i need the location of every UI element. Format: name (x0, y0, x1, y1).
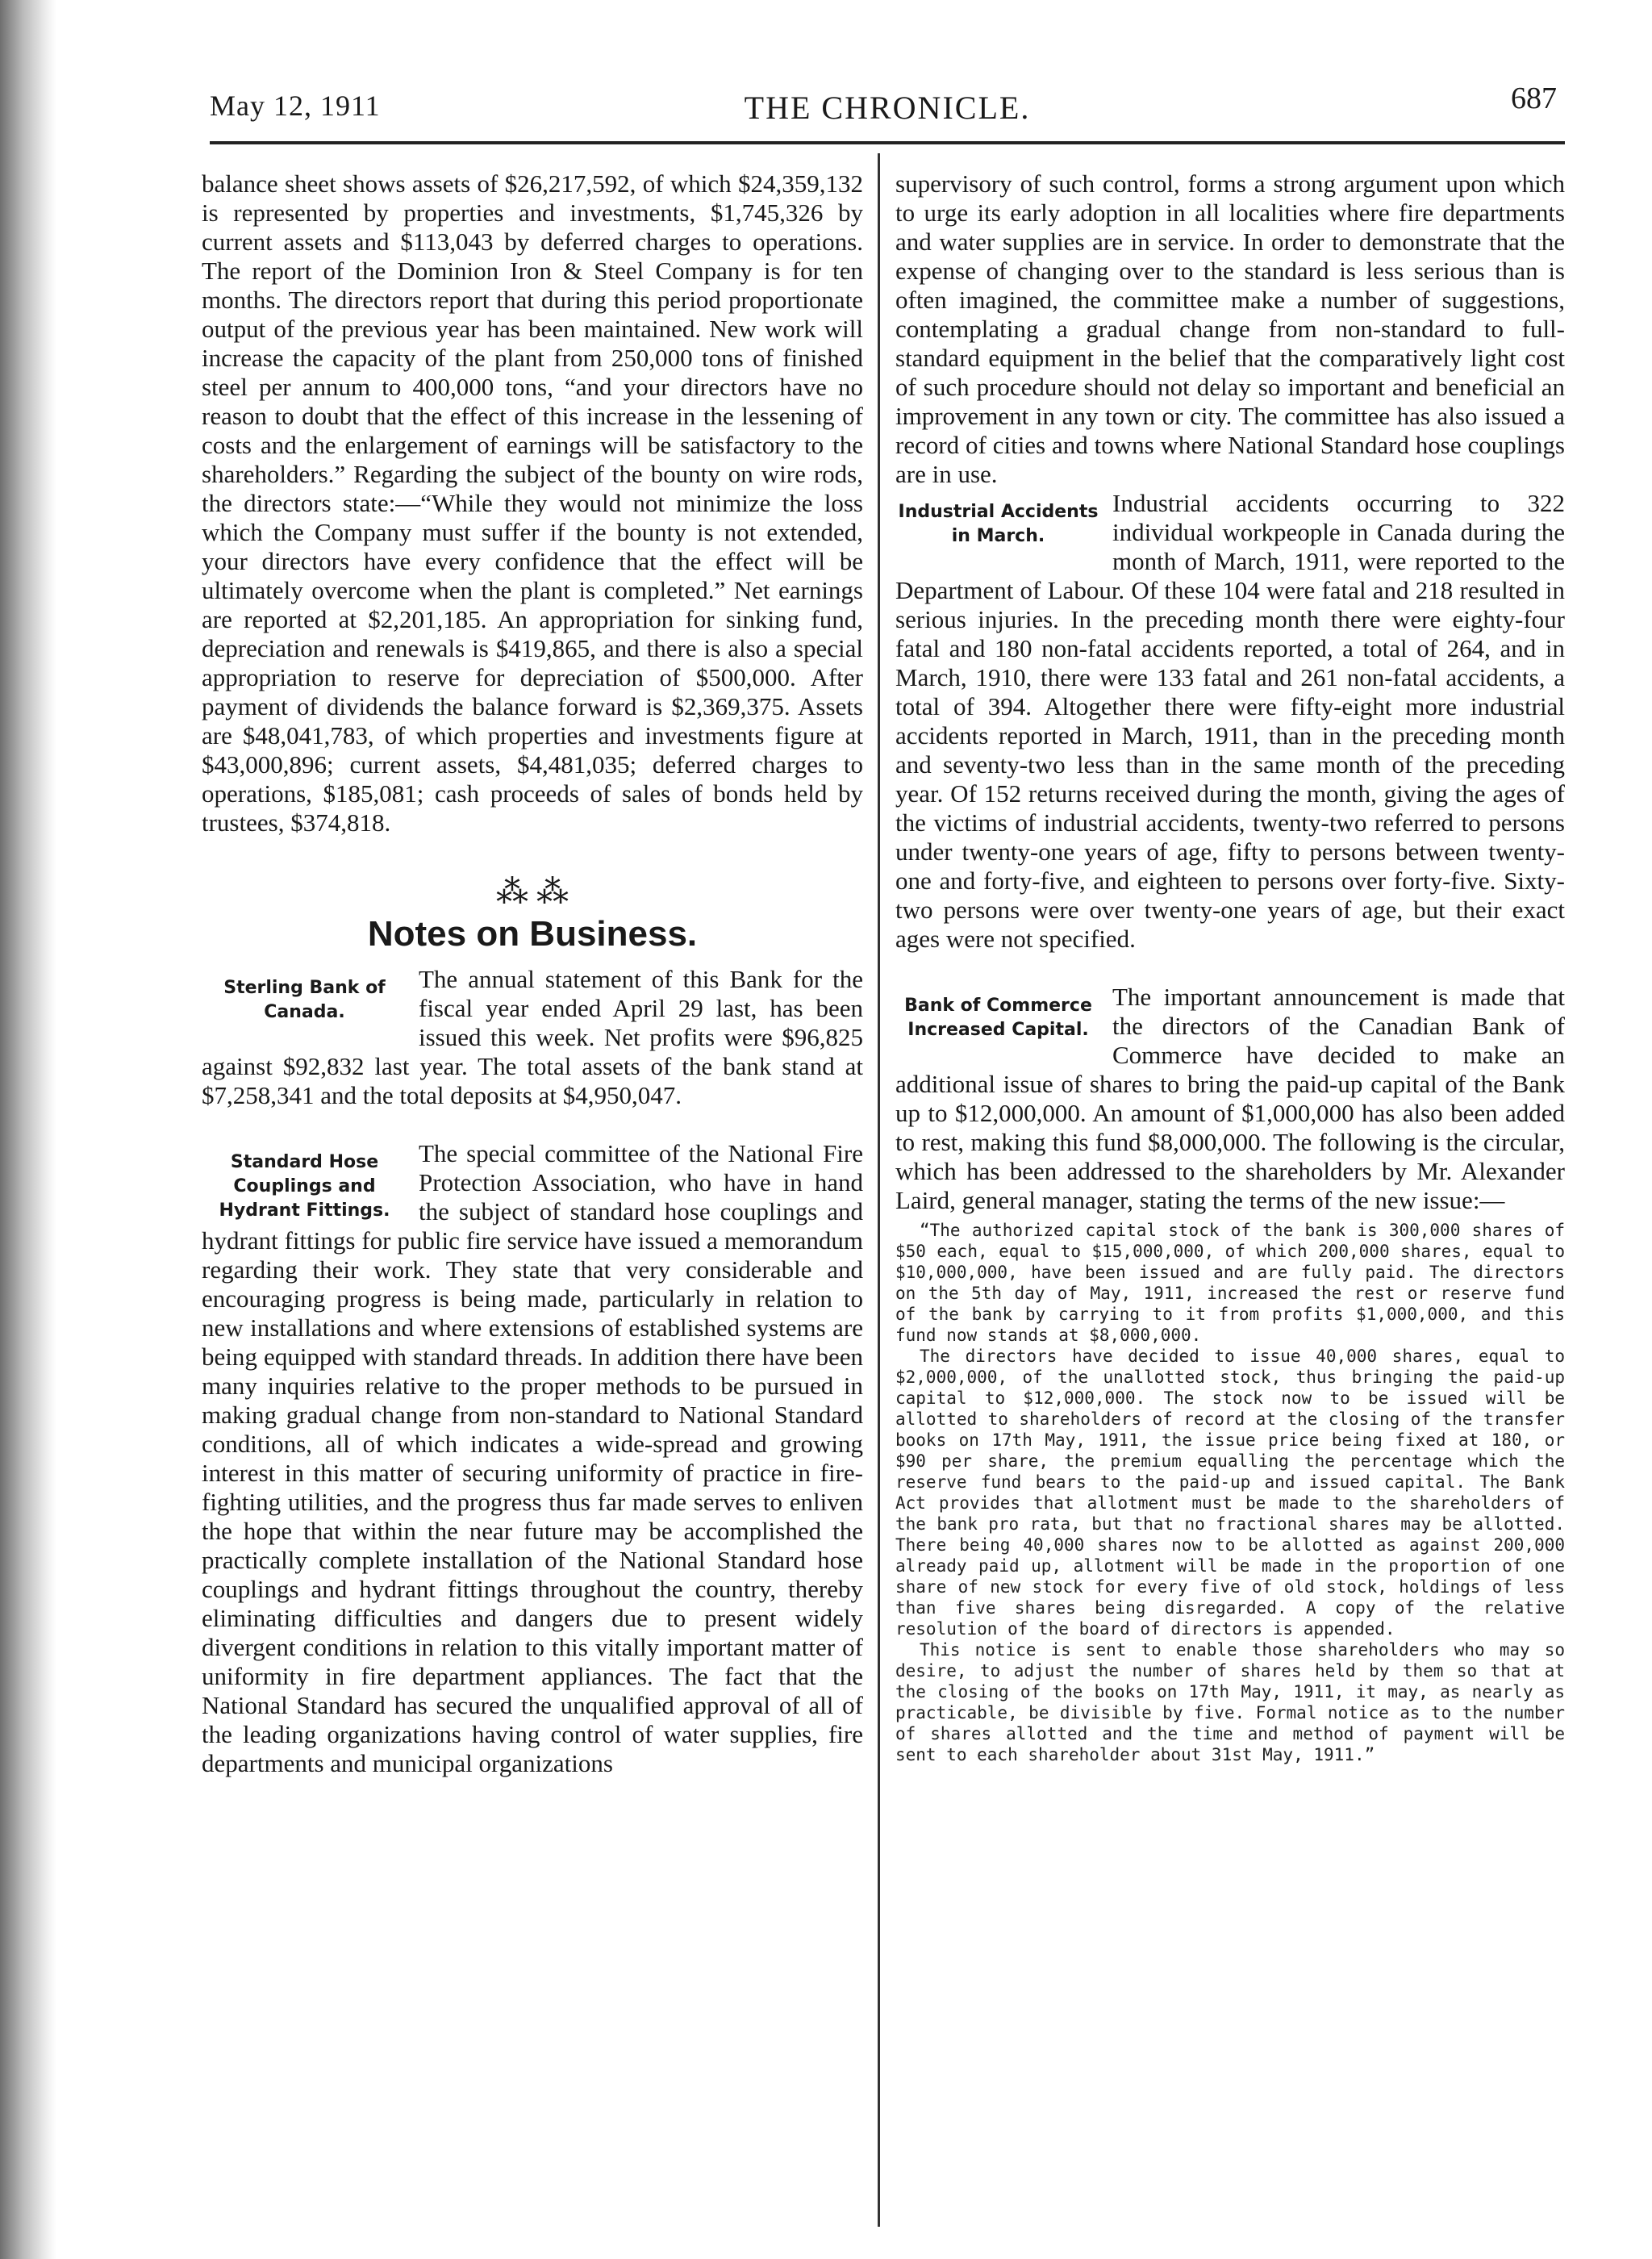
bank-of-commerce-text: The important announcement is made that the directors of the Canadian Bank of Commerce have decided to make an additional issue of shares to bring the paid-up capital of the Bank up to $12,000,000. An amount of $1,000,000 has also been added to rest, making this fund $8,000,000. The following is the circular, which has been addressed to the shareholders by Mr. Alexander Laird, general manager, stating the terms of the new issue:— (895, 983, 1565, 1214)
newspaper-page (194, 65, 1565, 2243)
column-divider (878, 153, 880, 2227)
circular-paragraph-1: “The authorized capital stock of the bank is 300,000 shares of $50 each, equal to $15,000,000, of which 200,000 shares, equal to $10,000,000, have been issued and are fully paid. The directors on the 5th day of May, 1911, increased the rest or reserve fund of the bank by carrying to it from profits $1,000,000, and this fund now stands at $8,000,000. (895, 1221, 1565, 1345)
book-binding-edge (0, 0, 56, 2259)
header-date: May 12, 1911 (210, 90, 381, 122)
hose-couplings-side-heading: Standard Hose Couplings and Hydrant Fittings. (219, 1152, 390, 1221)
industrial-accidents-side-heading: Industrial Accidents in March. (898, 502, 1099, 546)
hose-couplings-text: The special committee of the National Fire Protection Association, who have in hand the subject of standard hose couplings and hydrant fittings for public fire service have issued a memorandum regarding their work. They state that very considerable and encouraging progress is being made, particularly in relation to new installations and where extensions of established systems are being equipped with standard threads. In addition there have been many inquiries relative to the proper methods to be pursued in making gradual change from non-standard to National Standard conditions, all of which indicates a wide-spread and growing interest in this matter of securing uniformity of practice in fire-fighting utilities, and the progress thus far made serves to enliven the hope that within the near future may be accomplished the practically complete installation of the National Standard hose couplings and hydrant fittings throughout the country, thereby eliminating difficulties and dangers due to present widely divergent conditions in relation to this vitally important matter of uniformity in fire department appliances. The fact that the National Standard has secured the unqualified approval of all of the leading organizations having control of water supplies, fire departments and municipal organizations (202, 1139, 863, 1777)
publication-title: THE CHRONICLE. (744, 90, 1031, 126)
header-rule (210, 141, 1565, 144)
circular-paragraph-3: This notice is sent to enable those shareholders who may so desire, to adjust the number of shares held by them so that at the closing of the books on 17th May, 1911, it may, as nearly as practicable, be divisible by five. Formal notice as to the number of shares allotted and the time and method of payment will be sent to each shareholder about 31st May, 1911.” (895, 1640, 1565, 1764)
industrial-accidents-section (895, 489, 1565, 954)
bank-of-commerce-section (895, 983, 1565, 1765)
dominion-steel-paragraph: balance sheet shows assets of $26,217,592, of which $24,359,132 is represented by properties and investments, $1,745,326 by current assets and $113,043 by deferred charges to operations. The report of the Dominion Iron & Steel Company is for ten months. The directors report that during this period proportionate output of the previous year has been maintained. New work will increase the capacity of the plant from 250,000 tons of finished steel per annum to 400,000 tons, “and your directors have no reason to doubt that the effect of this increase in the lessening of costs and the enlargement of earnings will be satisfactory to the shareholders.” Regarding the subject of the bounty on wire rods, the directors state:—“While they would not minimize the loss which the Company must suffer if the bounty is not extended, your directors have every confidence that the effect will be ultimately overcome when the plant is completed.” Net earnings are reported at $2,201,185. An appropriation for sinking fund, depreciation and renewals is $419,865, and there is also a special appropriation to reserve for depreciation of $500,000. After payment of dividends the balance forward is $2,369,375. Assets are $48,041,783, of which properties and investments figure at $43,000,896; current assets, $4,481,035; deferred charges to operations, $185,081; cash proceeds of sales of bonds held by trustees, $374,818. (202, 169, 863, 837)
left-column (202, 169, 863, 1778)
industrial-accidents-text: Industrial accidents occurring to 322 individual workpeople in Canada during the month of March, 1911, were reported to the Department of Labour. Of these 104 were fatal and 218 resulted in serious injuries. In the preceding month there were eighty-four fatal and 180 non-fatal accidents reported, a total of 264, and in March, 1910, there were 133 fatal and 261 non-fatal accidents, a total of 394. Altogether there were fifty-eight more industrial accidents reported in March, 1911, than in the preceding month and seventy-two less than in the same month of the preceding year. Of 152 returns received during the month, giving the ages of the victims of industrial accidents, twenty-two referred to persons under twenty-one years of age, fifty to persons between twenty-one and forty-five, and eighteen to persons over forty-five. Sixty-two persons were over twenty-one years of age, but their exact ages were not specified. (895, 489, 1565, 953)
sterling-bank-text: The annual statement of this Bank for the fiscal year ended April 29 last, has been issued this week. Net profits were $96,825 against $92,832 last year. The total assets of the bank stand at $7,258,341 and the total deposits at $4,950,047. (202, 965, 863, 1109)
page-header (210, 81, 1565, 129)
hose-couplings-section (202, 1139, 863, 1778)
notes-on-business-heading: Notes on Business. (367, 914, 698, 954)
page-number: 687 (1511, 81, 1557, 115)
shareholder-circular-quote (895, 1220, 1565, 1765)
hose-couplings-continued-text: supervisory of such control, forms a strong argument upon which to urge its early adoption in all localities where fire departments and water supplies are in service. In order to demonstrate that the expense of changing over to the standard is less serious than is often imagined, the committee make a number of suggestions, contemplating a gradual change from non-standard to full-standard equipment in the belief that the comparatively light cost of such procedure should not delay so important and beneficial an improvement in any town or city. The committee has also issued a record of cities and towns where National Standard hose couplings are in use. (895, 169, 1565, 488)
right-column (895, 169, 1565, 1765)
bank-of-commerce-side-heading: Bank of Commerce Increased Capital. (904, 996, 1092, 1040)
sterling-bank-section (202, 965, 863, 1110)
circular-paragraph-2: The directors have decided to issue 40,000 shares, equal to $2,000,000, of the unallotted stock, thus bringing the paid-up capital to $12,000,000. The stock now to be issued will be allotted to shareholders of record at the closing of the transfer books on 17th May, 1911, the issue price being fixed at 180, or $90 per share, the premium equalling the percentage which the reserve fund bears to the paid-up and issued capital. The Bank Act provides that allotment must be made to the shareholders of the bank pro rata, but that no fractional shares may be allotted. There being 40,000 shares now to be allotted as against 200,000 already paid up, allotment will be made in the proportion of one share of new stock for every five of old stock, holdings of less than five shares being disregarded. A copy of the relative resolution of the board of directors is appended. (895, 1347, 1565, 1639)
sterling-bank-side-heading: Sterling Bank of Canada. (223, 978, 386, 1022)
section-ornament: ⁂ ⁂ (496, 874, 569, 910)
